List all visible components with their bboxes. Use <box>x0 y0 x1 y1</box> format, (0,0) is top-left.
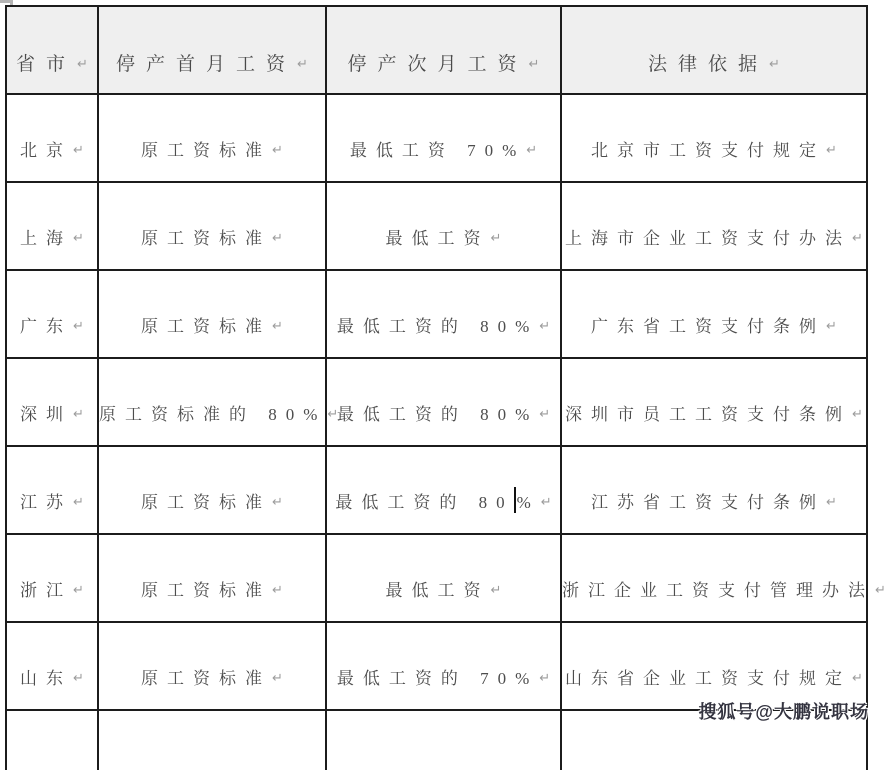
cell-text: 最低工资的 80% <box>336 405 539 424</box>
cell-text: 广东省工资支付条例 <box>591 317 826 336</box>
header-cell-legal-basis[interactable] <box>561 6 867 94</box>
table-header-row <box>6 6 867 94</box>
cell-province[interactable] <box>6 622 98 710</box>
end-of-cell-mark: ↵ <box>73 143 84 158</box>
cell-first-month-wage[interactable] <box>98 270 326 358</box>
end-of-cell-mark: ↵ <box>73 319 84 334</box>
end-of-cell-mark: ↵ <box>852 231 863 246</box>
end-of-cell-mark: ↵ <box>540 495 552 510</box>
cell-text: 浙江 <box>20 581 73 600</box>
header-label: 省市 <box>16 54 77 75</box>
cell-first-month-wage[interactable] <box>98 622 326 710</box>
cell-text: 最低工资的 70% <box>336 669 539 688</box>
cell-province[interactable] <box>6 534 98 622</box>
cell-first-month-wage[interactable] <box>98 182 326 270</box>
cell-text: % <box>516 493 540 512</box>
header-label: 停产首月工资 <box>116 54 297 75</box>
cell-legal-basis[interactable] <box>561 94 867 182</box>
cell-text: 原工资标准的 80% <box>99 405 327 424</box>
cell-text: 原工资标准 <box>141 669 272 688</box>
cell-legal-basis[interactable] <box>561 358 867 446</box>
cell-province[interactable] <box>6 358 98 446</box>
cell-text: 山东 <box>20 669 73 688</box>
end-of-cell-mark: ↵ <box>852 407 863 422</box>
cell-text: 浙江企业工资支付管理办法 <box>562 581 874 600</box>
cell-legal-basis[interactable] <box>561 270 867 358</box>
cell-text: 深圳 <box>20 405 73 424</box>
end-of-cell-mark: ↵ <box>272 495 283 510</box>
end-of-cell-mark: ↵ <box>73 407 84 422</box>
end-of-cell-mark: ↵ <box>272 671 283 686</box>
cell-next-month-wage[interactable] <box>326 534 561 622</box>
cell-legal-basis[interactable] <box>561 622 867 710</box>
cell-text: 原工资标准 <box>141 141 272 160</box>
end-of-cell-mark: ↵ <box>73 495 84 510</box>
cell-legal-basis[interactable] <box>561 182 867 270</box>
table-row-shanghai <box>6 182 867 270</box>
end-of-cell-mark: ↵ <box>826 143 837 158</box>
cell-text: 最低工资 70% <box>349 141 526 160</box>
cell-next-month-wage[interactable] <box>326 94 561 182</box>
end-of-cell-mark: ↵ <box>297 57 308 72</box>
table-row-beijing <box>6 94 867 182</box>
end-of-cell-mark: ↵ <box>526 143 538 158</box>
table-row-guangdong <box>6 270 867 358</box>
cell-text: 原工资标准 <box>141 493 272 512</box>
end-of-cell-mark: ↵ <box>875 583 886 598</box>
cell-legal-basis[interactable] <box>561 446 867 534</box>
cell-text: 江苏省工资支付条例 <box>591 493 826 512</box>
cell-text: 最低工资的 80% <box>336 317 539 336</box>
cell-province[interactable] <box>6 94 98 182</box>
cell-text: 最低工资 <box>385 229 490 248</box>
cell-next-month-wage[interactable] <box>326 710 561 770</box>
cell-legal-basis[interactable] <box>561 534 886 622</box>
end-of-cell-mark: ↵ <box>272 319 283 334</box>
cell-first-month-wage[interactable] <box>98 710 326 770</box>
cell-text: 上海市企业工资支付办法 <box>565 229 852 248</box>
end-of-cell-mark: ↵ <box>490 583 502 598</box>
cell-text: 原工资标准 <box>141 317 272 336</box>
end-of-cell-mark: ↵ <box>528 57 540 72</box>
cell-first-month-wage[interactable] <box>98 94 326 182</box>
cell-first-month-wage[interactable] <box>98 534 326 622</box>
end-of-cell-mark: ↵ <box>826 319 837 334</box>
end-of-cell-mark: ↵ <box>852 671 863 686</box>
table-row-shandong <box>6 622 867 710</box>
text-cursor <box>514 487 516 513</box>
cell-first-month-wage[interactable] <box>98 446 326 534</box>
header-label: 法律依据 <box>648 54 769 75</box>
header-label: 停产次月工资 <box>347 54 528 75</box>
end-of-cell-mark: ↵ <box>272 583 283 598</box>
end-of-cell-mark: ↵ <box>539 671 551 686</box>
end-of-cell-mark: ↵ <box>327 407 339 422</box>
cell-next-month-wage[interactable] <box>326 622 561 710</box>
cell-province[interactable] <box>6 182 98 270</box>
cell-text: 北京市工资支付规定 <box>591 141 826 160</box>
cell-text: 最低工资的 80 <box>335 493 514 512</box>
cell-next-month-wage[interactable] <box>326 446 561 534</box>
end-of-cell-mark: ↵ <box>73 583 84 598</box>
cell-text: 深圳市员工工资支付条例 <box>565 405 852 424</box>
header-cell-province[interactable] <box>6 6 98 94</box>
cell-next-month-wage[interactable] <box>326 358 561 446</box>
end-of-cell-mark: ↵ <box>272 143 283 158</box>
cell-text: 广东 <box>20 317 73 336</box>
header-cell-next-month-wage[interactable] <box>326 6 561 94</box>
cell-text: 上海 <box>20 229 73 248</box>
cell-text: 山东省企业工资支付规定 <box>565 669 852 688</box>
cell-text: 原工资标准 <box>141 581 272 600</box>
table-row-shenzhen <box>6 358 867 446</box>
cell-text: 原工资标准 <box>141 229 272 248</box>
cell-first-month-wage[interactable] <box>98 358 339 446</box>
cell-province[interactable] <box>6 446 98 534</box>
table-row-jiangsu <box>6 446 867 534</box>
sohu-watermark: 搜狐号@大鹏说职场 <box>698 702 869 722</box>
end-of-cell-mark: ↵ <box>826 495 837 510</box>
cell-text: 最低工资 <box>385 581 490 600</box>
end-of-cell-mark: ↵ <box>769 57 780 72</box>
end-of-cell-mark: ↵ <box>73 671 84 686</box>
cell-text: 北京 <box>20 141 73 160</box>
end-of-cell-mark: ↵ <box>73 231 84 246</box>
cell-next-month-wage[interactable] <box>326 182 561 270</box>
cell-province[interactable] <box>6 270 98 358</box>
header-cell-first-month-wage[interactable] <box>98 6 326 94</box>
end-of-cell-mark: ↵ <box>539 407 551 422</box>
cell-text: 江苏 <box>20 493 73 512</box>
wage-comparison-table <box>5 5 886 770</box>
end-of-cell-mark: ↵ <box>490 231 502 246</box>
end-of-cell-mark: ↵ <box>77 57 88 72</box>
cell-next-month-wage[interactable] <box>326 270 561 358</box>
cell-province[interactable] <box>6 710 98 770</box>
end-of-cell-mark: ↵ <box>539 319 551 334</box>
end-of-cell-mark: ↵ <box>272 231 283 246</box>
table-row-zhejiang <box>6 534 867 622</box>
